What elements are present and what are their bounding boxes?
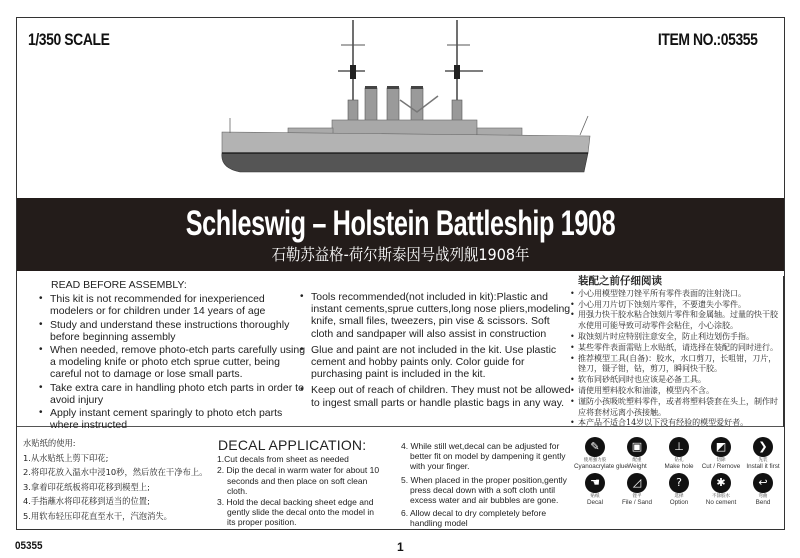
symbol-cn-label: 先装 (758, 458, 768, 463)
ship-title-cn: 石勒苏益格-荷尔斯泰因号战列舰1908年 (271, 245, 530, 264)
warning-cn-item: • 取蚀刻片时应特别注意安全，防止利边划伤手指。 (570, 332, 779, 343)
symbol-make-hole (658, 437, 700, 470)
symbol-cn-label: 不涂胶水 (712, 494, 730, 499)
symbol-bend (742, 473, 784, 506)
warning-item: • When needed, remove photo-etch parts carefully using a modeling knife or photo etch sprue cutter, being careful not to damage or lose small parts. (39, 344, 307, 381)
warning-cn-item: • 软布同砂纸同时也应该是必备工具。 (570, 375, 779, 386)
warning-item: • Apply instant cement sparingly to photo etch parts where instructed (39, 407, 307, 431)
cut-icon: ◩ (711, 437, 731, 457)
decal-section (17, 434, 784, 530)
file-icon: ◿ (627, 473, 647, 493)
warning-cn-item: • 小心用模型锉刀锉平所有零件表面的注射浇口。 (570, 289, 779, 300)
symbol-file-sand (616, 473, 658, 506)
warning-cn-item: • 本产品不适合14岁以下没有经验的模型爱好者。 (570, 418, 779, 429)
decal-en-column (203, 437, 383, 529)
warning-cn-item: • 推荐模型工具(自备)：胶水，水口剪刀，长咀钳，刀片，锉刀，镊子钳，钻，剪刀，瞬间快干胶。 (570, 354, 779, 376)
symbol-install-first (742, 437, 784, 470)
question-icon: ? (669, 473, 689, 493)
symbol-en-label: Cut / Remove (701, 463, 741, 470)
warning-item: • Tools recommended(not included in kit):Plastic and instant cements,sprue cutters,long nose pliers,modeling knife, small files, tweezers, pin vise & scissors. Soft cloth and sandpaper will also assist in construction (300, 291, 572, 340)
item-number: ITEM NO.:05355 (657, 30, 757, 49)
warning-cn-item: • 谨防小孩吸吮塑料零件，或者将塑料袋套在头上，制作时应将套材远离小孩接触。 (570, 397, 779, 419)
warnings-cn-column (570, 276, 784, 427)
symbol-cn-label: 贴纸 (590, 494, 600, 499)
decal-cn-step: 1.从水贴纸上剪下印花; (23, 452, 109, 463)
warning-item: • Study and understand these instructions thoroughly before beginning assembly (39, 319, 307, 343)
decal-step: 1.Cut decals from sheet as needed (217, 454, 349, 465)
warnings-en-column-2 (300, 291, 572, 413)
weight-icon: ▣ (627, 437, 647, 457)
bend-icon: ↩ (753, 473, 773, 493)
decal-cn-step: 4.手指蘸水将印花移到适当的位置; (23, 496, 150, 507)
decal-step: 4. While still wet,decal can be adjusted for better fit on model by dampening it gently with your finger. (401, 441, 566, 472)
symbol-legend (574, 437, 784, 506)
decal-heading: DECAL APPLICATION: (218, 437, 367, 453)
symbol-decal (574, 473, 616, 506)
decal-step: 6. Allow decal to dry completely before handling model (401, 508, 547, 529)
install-first-icon: ❯ (753, 437, 773, 457)
symbol-en-label: No cement (705, 499, 737, 506)
symbol-cn-label: 选择 (674, 494, 684, 499)
symbol-en-label: Weight (627, 463, 647, 470)
symbol-en-label: Cyanoacrylate glue (574, 463, 628, 470)
symbol-en-label: Decal (586, 499, 604, 506)
symbol-no-cement (700, 473, 742, 506)
footer-item-code: 05355 (15, 540, 43, 552)
warnings-heading: READ BEFORE ASSEMBLY: (51, 279, 187, 291)
decal-step: 5. When placed in the proper position,gently press decal down with a soft cloth until excess water and air bubbles are gone. (401, 474, 567, 506)
warnings-section (17, 271, 784, 432)
symbol-glue (574, 437, 628, 470)
warning-item: • Glue and paint are not included in the kit. Use plastic cement and hobby paints only. Color guide for purchasing paint is included in the kit. (300, 344, 572, 381)
decal-cn-heading: 水贴纸的使用: (23, 438, 76, 448)
symbol-cut-remove (700, 437, 742, 470)
symbol-option (658, 473, 700, 506)
symbol-cn-label: 配重 (632, 458, 642, 463)
symbol-cn-label: 弯曲 (758, 494, 768, 499)
ship-title: Schleswig – Holstein Battleship 1908 (185, 204, 616, 243)
glue-icon: ✎ (585, 437, 605, 457)
battleship-illustration (210, 20, 595, 198)
warning-cn-item: • 某些零件表面需贴上水贴纸，请选择在装配的同时进行。 (570, 343, 779, 354)
symbol-weight (616, 437, 658, 470)
symbol-en-label: Option (669, 499, 689, 506)
decal-cn-step: 3.拿着印花纸板将印花移到模型上; (23, 481, 150, 492)
symbol-en-label: Install it first (746, 463, 780, 470)
symbol-cn-label: 切除 (716, 458, 726, 463)
symbol-en-label: File / Sand (621, 499, 653, 506)
symbol-cn-label: 使用强力胶 (583, 458, 607, 463)
title-banner (17, 198, 784, 271)
decal-step: 3. Hold the decal backing sheet edge and gently slide the decal onto the model in its proper position. (217, 497, 374, 528)
warning-item: • Keep out of reach of children. They must not be allowed to ingest small parts or handle plastic bags in any way. (300, 384, 572, 408)
decal-cn-step: 5.用软布轻压印花直至水干，汽泡消失。 (23, 510, 172, 521)
page-number: 1 (397, 540, 404, 554)
decal-cn-column (23, 436, 223, 524)
symbol-cn-label: 钻孔 (674, 458, 684, 463)
decal-cn-step: 2.将印花放入温水中浸10秒，然后放在干净布上。 (23, 467, 208, 478)
symbol-en-label: Bend (755, 499, 771, 506)
warning-cn-item: • 小心用刀片切下蚀刻片零件，不要遗失小零件。 (570, 300, 779, 311)
no-cement-icon: ✱ (711, 473, 731, 493)
scale-label: 1/350 SCALE (28, 30, 110, 49)
warning-cn-item: • 用强力快干胶水粘合蚀刻片零件和金属轴。过量的快干胶水使用可能导致可动零件会粘住，小心涂胶。 (570, 310, 779, 332)
warning-cn-item: • 请使用塑料胶水和油漆，模型内不含。 (570, 386, 779, 397)
decal-en-column-2 (386, 441, 576, 532)
warnings-en-column-1 (27, 279, 307, 432)
warnings-cn-heading: 装配之前仔细阅读 (578, 275, 662, 287)
warning-item: • This kit is not recommended for inexperienced modelers or for children under 14 years of age (39, 293, 307, 317)
decal-icon: ☚ (585, 473, 605, 493)
decal-step: 2. Dip the decal in warm water for about 10 seconds and then place on soft clean cloth. (217, 465, 380, 496)
symbol-cn-label: 锉平 (632, 494, 642, 499)
warning-item: • Take extra care in handling photo etch parts in order to avoid injury (39, 382, 307, 406)
drill-icon: ⊥ (669, 437, 689, 457)
symbol-en-label: Make hole (664, 463, 694, 470)
